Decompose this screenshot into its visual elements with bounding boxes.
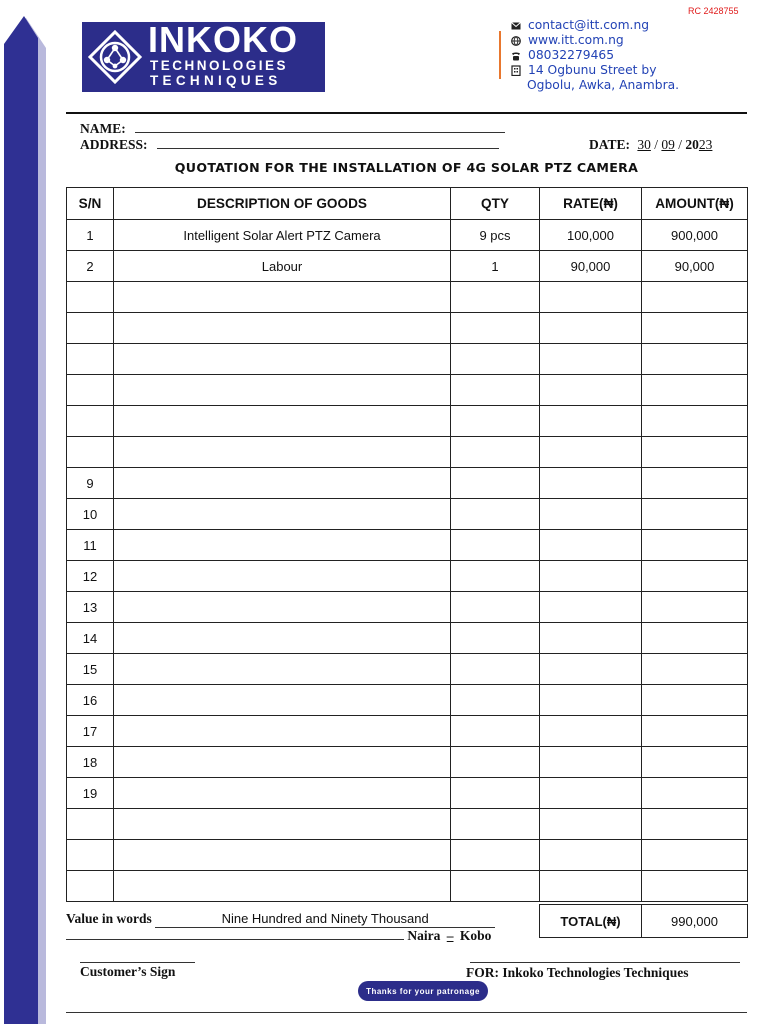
cell-rate — [540, 406, 642, 437]
table-row — [67, 871, 748, 902]
contact-address-line2: Ogbolu, Awka, Anambra. — [527, 78, 680, 92]
cell-description — [114, 344, 451, 375]
header-sn: S/N — [67, 188, 114, 220]
cell-amount — [642, 561, 748, 592]
cell-rate — [540, 654, 642, 685]
cell-description — [114, 871, 451, 902]
address-row — [80, 137, 499, 153]
cell-qty — [451, 406, 540, 437]
header-description: DESCRIPTION OF GOODS — [114, 188, 451, 220]
customer-sign-label: Customer’s Sign — [80, 964, 176, 979]
cell-amount: 90,000 — [642, 251, 748, 282]
cell-rate — [540, 344, 642, 375]
header-rate: RATE(₦) — [540, 188, 642, 220]
customer-sign-line[interactable] — [80, 962, 195, 963]
cell-sn: 2 — [67, 251, 114, 282]
cell-qty — [451, 375, 540, 406]
table-row — [67, 561, 748, 592]
cell-sn: 12 — [67, 561, 114, 592]
table-row — [67, 685, 748, 716]
contact-phone[interactable]: 08032279465 — [528, 48, 615, 62]
rc-number: RC 2428755 — [688, 6, 739, 16]
cell-rate — [540, 468, 642, 499]
cell-qty — [451, 685, 540, 716]
cell-qty — [451, 871, 540, 902]
contact-website[interactable]: www.itt.com.ng — [528, 33, 624, 47]
kobo-value[interactable]: – — [446, 928, 454, 943]
cell-description — [114, 778, 451, 809]
table-row — [67, 344, 748, 375]
naira-label: Naira — [407, 928, 441, 943]
table-row — [67, 778, 748, 809]
cell-qty: 9 pcs — [451, 220, 540, 251]
cell-sn — [67, 282, 114, 313]
name-field[interactable] — [135, 122, 505, 133]
cell-amount — [642, 840, 748, 871]
table-row — [67, 840, 748, 871]
network-nodes-icon — [88, 30, 142, 84]
left-stripe-decoration — [0, 0, 48, 1024]
cell-description: Intelligent Solar Alert PTZ Camera — [114, 220, 451, 251]
cell-qty — [451, 747, 540, 778]
cell-amount — [642, 437, 748, 468]
contact-block — [510, 18, 679, 93]
cell-sn: 13 — [67, 592, 114, 623]
naira-line[interactable] — [66, 929, 404, 940]
cell-qty — [451, 282, 540, 313]
cell-amount — [642, 871, 748, 902]
cell-rate — [540, 747, 642, 778]
company-sign-line[interactable] — [470, 962, 740, 963]
cell-rate: 100,000 — [540, 220, 642, 251]
cell-amount — [642, 716, 748, 747]
contact-address-line1: 14 Ogbunu Street by — [528, 63, 657, 77]
document-title: QUOTATION FOR THE INSTALLATION OF 4G SOLAR PTZ CAMERA — [174, 160, 639, 175]
kobo-label: Kobo — [459, 928, 492, 943]
cell-rate — [540, 840, 642, 871]
cell-sn: 1 — [67, 220, 114, 251]
date-row — [589, 137, 712, 153]
address-field[interactable] — [157, 138, 499, 149]
footer-divider — [66, 1012, 747, 1013]
cell-sn — [67, 437, 114, 468]
cell-description — [114, 654, 451, 685]
cell-description — [114, 809, 451, 840]
thanks-badge: Thanks for your patronage — [358, 981, 488, 1001]
value-in-words-field[interactable]: Nine Hundred and Ninety Thousand — [155, 912, 495, 928]
logo-subtitle-technologies: TECHNOLOGIES — [150, 58, 289, 73]
cell-description — [114, 685, 451, 716]
for-company-label: FOR: Inkoko Technologies Techniques — [466, 965, 689, 980]
table-header-row — [67, 188, 748, 220]
cell-sn: 14 — [67, 623, 114, 654]
table-row — [67, 716, 748, 747]
mail-icon — [510, 20, 522, 32]
total-label: TOTAL(₦) — [540, 905, 642, 937]
contact-email[interactable]: contact@itt.com.ng — [528, 18, 650, 32]
value-in-words-row — [66, 911, 495, 928]
total-value: 990,000 — [671, 913, 718, 929]
cell-amount — [642, 685, 748, 716]
cell-sn: 17 — [67, 716, 114, 747]
cell-qty — [451, 778, 540, 809]
cell-rate — [540, 778, 642, 809]
cell-qty — [451, 530, 540, 561]
date-month[interactable]: 09 — [661, 137, 675, 152]
cell-description — [114, 623, 451, 654]
cell-rate: 90,000 — [540, 251, 642, 282]
cell-sn — [67, 375, 114, 406]
table-row — [67, 406, 748, 437]
cell-description — [114, 747, 451, 778]
cell-description — [114, 499, 451, 530]
cell-rate — [540, 282, 642, 313]
quotation-table — [66, 187, 748, 902]
cell-sn — [67, 313, 114, 344]
cell-qty — [451, 437, 540, 468]
cell-amount — [642, 592, 748, 623]
cell-rate — [540, 592, 642, 623]
cell-description — [114, 530, 451, 561]
cell-rate — [540, 437, 642, 468]
cell-description — [114, 313, 451, 344]
table-row — [67, 375, 748, 406]
building-icon — [510, 65, 522, 77]
date-year-prefix: 20 — [685, 137, 699, 152]
address-label: ADDRESS: — [80, 137, 148, 152]
table-row — [67, 592, 748, 623]
cell-sn: 11 — [67, 530, 114, 561]
date-day[interactable]: 30 — [637, 137, 651, 152]
cell-description — [114, 592, 451, 623]
cell-qty — [451, 654, 540, 685]
date-year-suffix[interactable]: 23 — [698, 137, 713, 152]
cell-description — [114, 716, 451, 747]
cell-amount — [642, 778, 748, 809]
cell-amount — [642, 344, 748, 375]
cell-sn — [67, 871, 114, 902]
cell-amount — [642, 375, 748, 406]
cell-amount — [642, 623, 748, 654]
cell-qty — [451, 344, 540, 375]
table-row — [67, 468, 748, 499]
cell-rate — [540, 313, 642, 344]
cell-amount — [642, 499, 748, 530]
value-in-words-label: Value in words — [66, 911, 152, 926]
cell-qty — [451, 592, 540, 623]
cell-rate — [540, 499, 642, 530]
cell-description: Labour — [114, 251, 451, 282]
table-row — [67, 623, 748, 654]
cell-sn: 19 — [67, 778, 114, 809]
cell-description — [114, 468, 451, 499]
cell-qty — [451, 716, 540, 747]
cell-amount — [642, 406, 748, 437]
cell-qty — [451, 840, 540, 871]
cell-description — [114, 840, 451, 871]
cell-sn — [67, 840, 114, 871]
logo-subtitle-techniques: TECHNIQUES — [150, 73, 282, 88]
cell-rate — [540, 561, 642, 592]
table-row — [67, 530, 748, 561]
header-qty: QTY — [451, 188, 540, 220]
cell-rate — [540, 716, 642, 747]
globe-icon — [510, 35, 522, 47]
table-row — [67, 809, 748, 840]
name-row — [80, 121, 505, 137]
cell-description — [114, 406, 451, 437]
cell-amount: 900,000 — [642, 220, 748, 251]
cell-sn: 18 — [67, 747, 114, 778]
cell-amount — [642, 747, 748, 778]
header-divider — [66, 112, 747, 114]
cell-qty: 1 — [451, 251, 540, 282]
cell-sn — [67, 809, 114, 840]
cell-description — [114, 561, 451, 592]
cell-sn: 16 — [67, 685, 114, 716]
cell-description — [114, 437, 451, 468]
cell-rate — [540, 375, 642, 406]
contact-divider — [499, 31, 501, 79]
cell-qty — [451, 499, 540, 530]
cell-rate — [540, 530, 642, 561]
cell-qty — [451, 313, 540, 344]
table-row — [67, 220, 748, 251]
cell-sn: 9 — [67, 468, 114, 499]
date-separator: / — [678, 137, 683, 152]
cell-amount — [642, 809, 748, 840]
cell-sn: 10 — [67, 499, 114, 530]
company-logo — [82, 19, 325, 92]
cell-rate — [540, 623, 642, 654]
naira-kobo-row — [66, 928, 491, 944]
logo-name: INKOKO — [148, 19, 298, 60]
date-label: DATE: — [589, 137, 631, 152]
cell-description — [114, 282, 451, 313]
cell-amount — [642, 530, 748, 561]
cell-amount — [642, 468, 748, 499]
cell-qty — [451, 809, 540, 840]
table-row — [67, 499, 748, 530]
table-row — [67, 747, 748, 778]
cell-amount — [642, 282, 748, 313]
cell-qty — [451, 623, 540, 654]
date-separator: / — [654, 137, 659, 152]
header-amount: AMOUNT(₦) — [642, 188, 748, 220]
cell-sn: 15 — [67, 654, 114, 685]
table-row — [67, 313, 748, 344]
name-label: NAME: — [80, 121, 126, 136]
table-row — [67, 282, 748, 313]
total-box — [539, 904, 748, 938]
cell-qty — [451, 561, 540, 592]
cell-amount — [642, 313, 748, 344]
cell-amount — [642, 654, 748, 685]
cell-sn — [67, 344, 114, 375]
phone-icon — [510, 50, 522, 62]
table-row — [67, 437, 748, 468]
cell-rate — [540, 685, 642, 716]
cell-description — [114, 375, 451, 406]
cell-qty — [451, 468, 540, 499]
table-row — [67, 251, 748, 282]
table-row — [67, 654, 748, 685]
cell-rate — [540, 809, 642, 840]
cell-sn — [67, 406, 114, 437]
cell-rate — [540, 871, 642, 902]
